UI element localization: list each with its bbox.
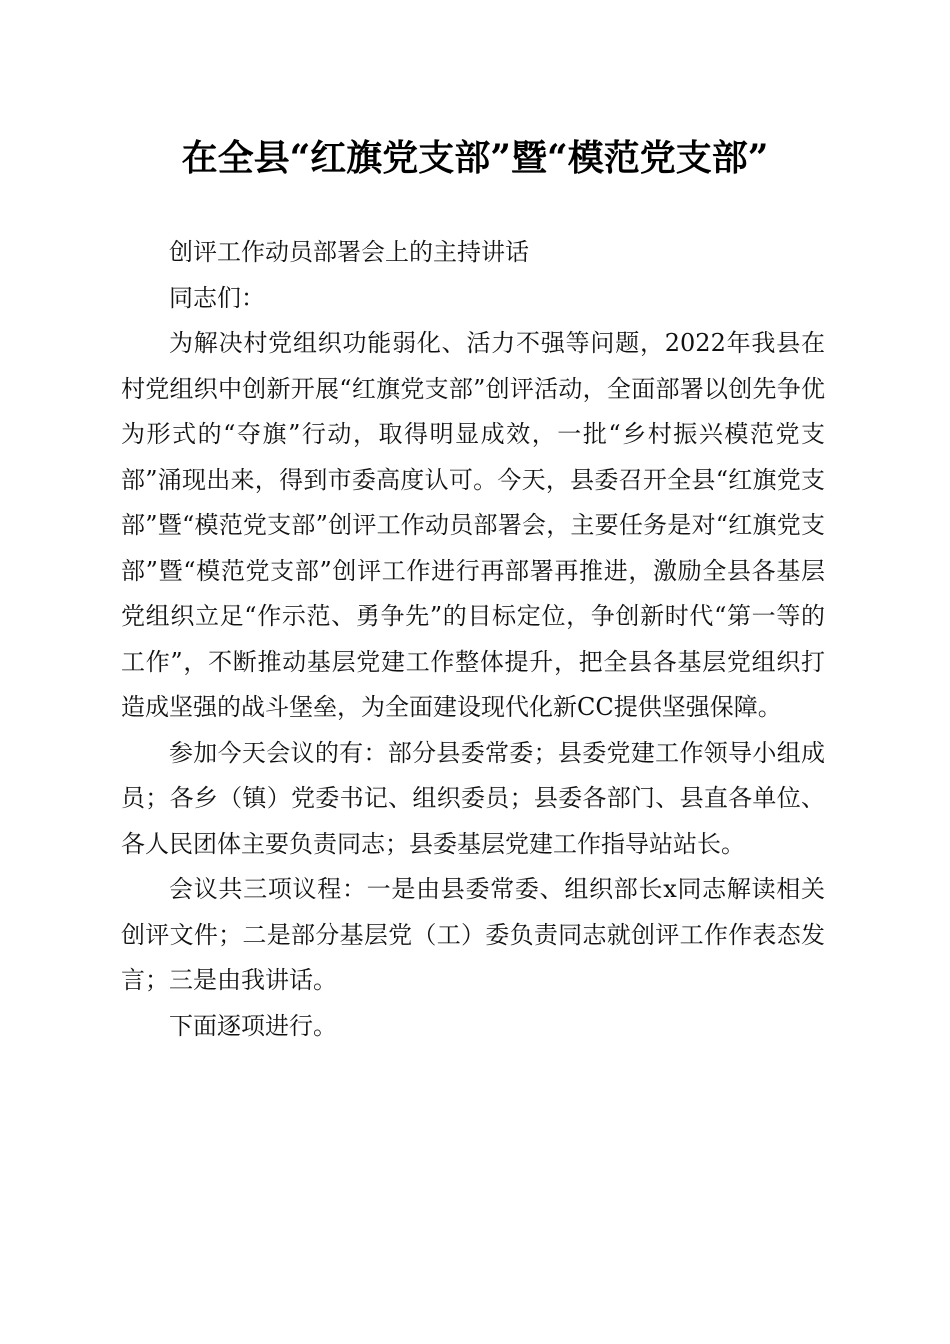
attendees-paragraph: 参加今天会议的有：部分县委常委；县委党建工作领导小组成员；各乡（镇）党委书记、组织委员；县委各部门、县直各单位、各人民团体主要负责同志；县委基层党建工作指导站站长。 xyxy=(121,738,825,858)
salutation-paragraph: 同志们： xyxy=(169,283,265,312)
document-title: 在全县“红旗党支部”暨“模范党支部” xyxy=(181,137,769,179)
closing-paragraph: 下面逐项进行。 xyxy=(169,1011,337,1040)
subtitle-paragraph: 创评工作动员部署会上的主持讲话 xyxy=(169,238,529,266)
document-body xyxy=(121,230,825,1049)
intro-paragraph: 为解决村党组织功能弱化、活力不强等问题，2022年我县在村党组织中创新开展“红旗党支部”创评活动，全面部署以创先争优为形式的“夺旗”行动，取得明显成效，一批“乡村振兴模范党支部”涌现出来，得到市委高度认可。今天，县委召开全县“红旗党支部”暨“模范党支部”创评工作动员部署会，主要任务是对“红旗党支部”暨“模范党支部”创评工作进行再部署再推进，激励全县各基层党组织立足“作示范、勇争先”的目标定位，争创新时代“第一等的工作”，不断推动基层党建工作整体提升，把全县各基层党组织打造成坚强的战斗堡垒，为全面建设现代化新CC提供坚强保障。 xyxy=(121,329,825,721)
agenda-paragraph: 会议共三项议程：一是由县委常委、组织部长x同志解读相关创评文件；二是部分基层党（工）委负责同志就创评工作作表态发言；三是由我讲话。 xyxy=(121,875,825,994)
